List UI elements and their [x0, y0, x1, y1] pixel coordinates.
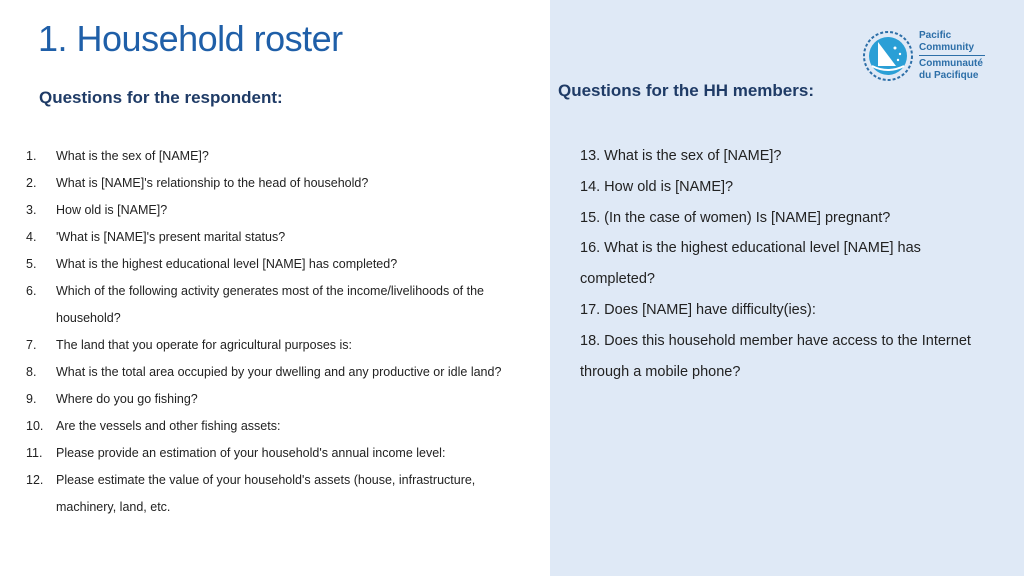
item-text: How old is [NAME]?: [56, 203, 168, 217]
item-text: Where do you go fishing?: [56, 392, 198, 406]
item-number: 9.: [26, 392, 37, 406]
item-text: What is [NAME]'s relationship to the head of household?: [56, 176, 369, 190]
list-item: 17. Does [NAME] have difficulty(ies):: [580, 301, 816, 318]
respondent-question-list: [26, 143, 526, 521]
list-item: [26, 467, 526, 521]
list-item: 15. (In the case of women) Is [NAME] pregnant?: [580, 209, 891, 226]
respondent-heading: Questions for the respondent:: [39, 88, 283, 107]
members-heading: Questions for the HH members:: [558, 81, 814, 100]
item-text: Please provide an estimation of your household's annual income level:: [56, 446, 446, 460]
item-text: Are the vessels and other fishing assets:: [56, 419, 281, 433]
list-item: [26, 413, 526, 440]
pacific-community-emblem-icon: [862, 30, 914, 82]
list-item: [26, 170, 526, 197]
page-title: 1. Household roster: [38, 18, 343, 59]
logo-wordmark: [919, 30, 993, 81]
logo-line: du Pacifique: [919, 69, 979, 81]
item-number: 4.: [26, 230, 37, 244]
item-number: 8.: [26, 365, 37, 379]
item-number: 5.: [26, 257, 37, 271]
item-number: 10.: [26, 419, 44, 433]
item-text: What is the highest educational level [NAME] has completed?: [56, 257, 398, 271]
list-item: [26, 197, 526, 224]
list-item: 13. What is the sex of [NAME]?: [580, 148, 782, 164]
pacific-community-logo: [862, 30, 992, 86]
item-text: Which of the following activity generates most of the income/livelihoods of the household?: [56, 284, 484, 325]
list-item: [26, 278, 526, 332]
item-text: The land that you operate for agricultural purposes is:: [56, 338, 353, 352]
list-item: [26, 251, 526, 278]
member-question-list: [580, 141, 980, 387]
logo-line: Communauté: [919, 58, 983, 69]
list-item: [26, 332, 526, 359]
list-item: 14. How old is [NAME]?: [580, 178, 734, 195]
item-number: 3.: [26, 203, 37, 217]
item-text: What is the total area occupied by your dwelling and any productive or idle land?: [56, 365, 502, 379]
list-item: [26, 359, 526, 386]
item-number: 6.: [26, 284, 37, 298]
list-item: [26, 386, 526, 413]
logo-line: Pacific: [919, 30, 952, 41]
logo-line: Community: [919, 41, 974, 53]
item-number: 2.: [26, 176, 37, 190]
list-item: [26, 224, 526, 251]
item-number: 1.: [26, 149, 37, 163]
item-number: 11.: [26, 446, 43, 460]
item-text: Please estimate the value of your household's assets (house, infrastructure, machinery, land, etc.: [56, 473, 476, 514]
logo-divider: [919, 55, 985, 56]
item-number: 12.: [26, 473, 44, 487]
item-text: What is the sex of [NAME]?: [56, 149, 209, 163]
list-item: [26, 143, 526, 170]
item-number: 7.: [26, 338, 37, 352]
list-item: [26, 440, 526, 467]
list-item: 18. Does this household member have access to the Internet through a mobile phone?: [580, 332, 971, 380]
item-text: 'What is [NAME]'s present marital status?: [56, 230, 286, 244]
list-item: 16. What is the highest educational level [NAME] has completed?: [580, 240, 921, 288]
